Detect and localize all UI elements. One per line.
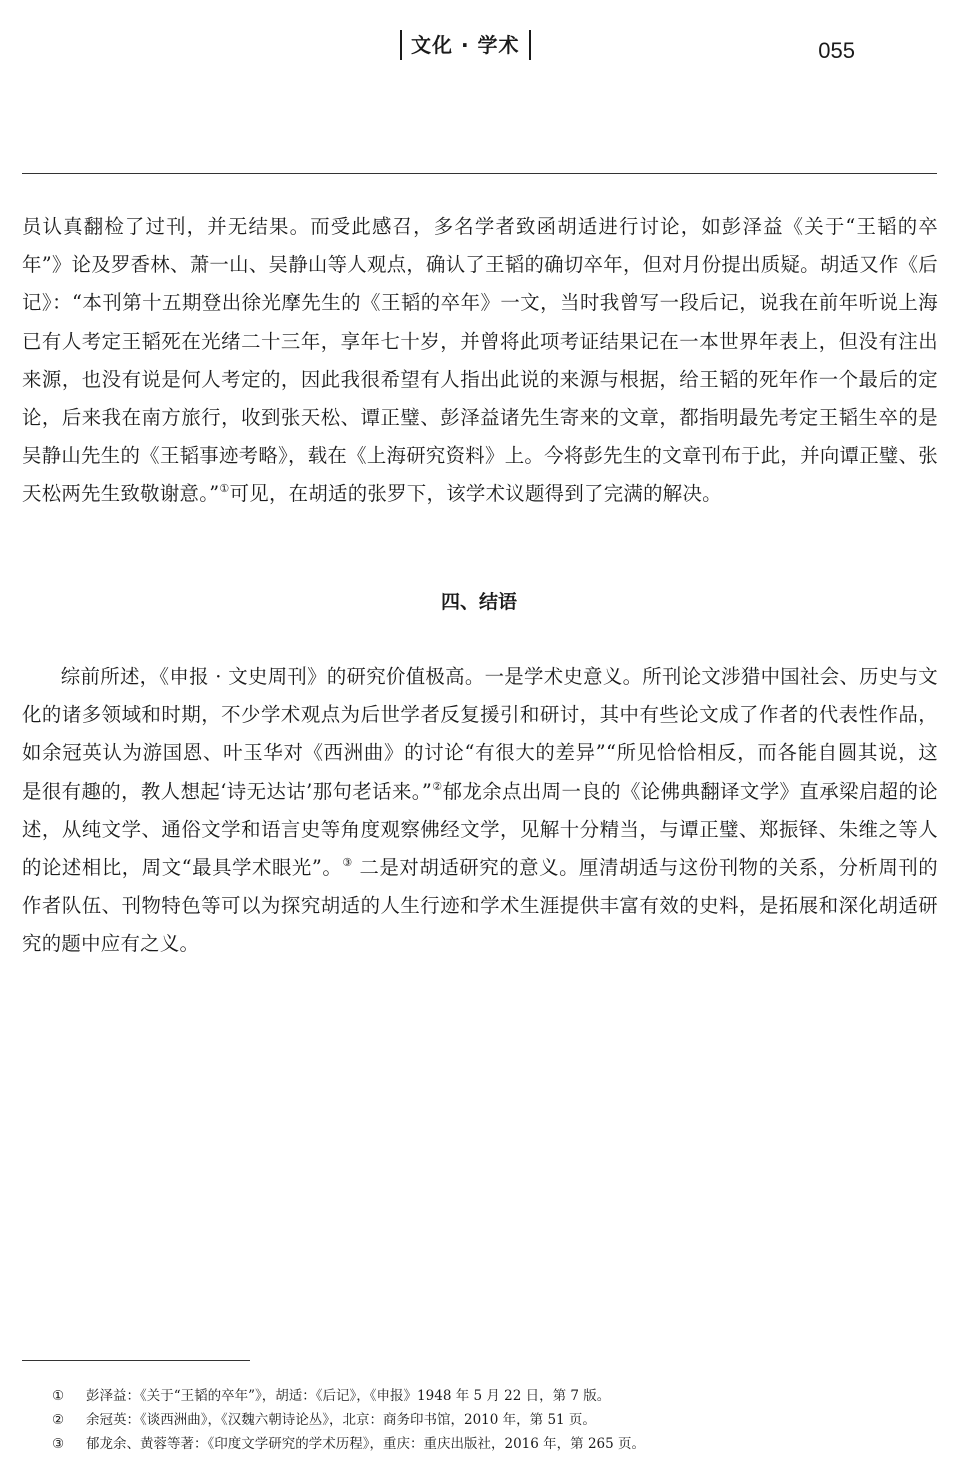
header-rule: [22, 173, 937, 174]
footnote-text: 郁龙余、黄蓉等著：《印度文学研究的学术历程》，重庆：重庆出版社，2016 年，第 265 页。: [86, 1436, 645, 1452]
footnote-mark: ②: [52, 1412, 65, 1428]
section-label: 文化 · 学术: [400, 30, 531, 60]
footnote-mark: ①: [52, 1388, 65, 1404]
footnote-text: 余冠英：《谈西洲曲》，《汉魏六朝诗论丛》，北京：商务印书馆，2010 年，第 51 页。: [86, 1412, 596, 1428]
footnote-1: [52, 1384, 932, 1408]
paragraph-2-part-2: 郁龙余点出周一良的《论佛典翻译文学》直承梁启超的论述，从纯文学、通俗文学和语言史等角度观察佛经文学，见解十分精当，与谭正璧、郑振铎、朱维之等人的论述相比，周文“最具学术眼光”。: [22, 779, 938, 880]
footnote-ref-1[interactable]: ①: [219, 482, 230, 496]
running-header: [0, 30, 958, 66]
paragraph-1-text: 员认真翻检了过刊，并无结果。而受此感召，多名学者致函胡适进行讨论，如彭泽益《关于“王韬的卒年”》论及罗香林、萧一山、吴静山等人观点，确认了王韬的确切卒年，但对月份提出质疑。胡适又作《后记》：“本刊第十五期登出徐光摩先生的《王韬的卒年》一文，当时我曾写一段后记，说我在前年听说上海已有人考定王韬死在光绪二十三年，享年七十岁，并曾将此项考证结果记在一本世界年表上，但没有注出来源，也没有说是何人考定的，因此我很希望有人指出此说的来源与根据，给王韬的死年作一个最后的定论，后来我在南方旅行，收到张天松、谭正璧、彭泽益诸先生寄来的文章，都指明最先考定王韬生卒的是吴静山先生的《王韬事迹考略》，载在《上海研究资料》上。今将彭先生的文章刊布于此，并向谭正璧、张天松两先生致敬谢意。”: [22, 215, 938, 506]
section-heading: 四、结语: [440, 591, 517, 613]
body-paragraph-1: [22, 208, 938, 514]
paragraph-2-part-3: 二是对胡适研究的意义。厘清胡适与这份刊物的关系，分析周刊的作者队伍、刊物特色等可以为探究胡适的人生行迹和学术生涯提供丰富有效的史料，是拓展和深化胡适研究的题中应有之义。: [22, 856, 938, 956]
paragraph-2-part-1: 综前所述，《申报 · 文史周刊》的研究价值极高。一是学术史意义。所刊论文涉猎中国社会、历史与文化的诸多领域和时期，不少学术观点为后世学者反复援引和研讨，其中有些论文成了作者的代表性作品，如余冠英认为游国恩、叶玉华对《西洲曲》的讨论“有很大的差异”“所见恰恰相反，而各能自圆其说，这是很有趣的，教人想起‘诗无达诂’那句老话来。”: [22, 665, 938, 803]
footnote-ref-3[interactable]: ③: [342, 856, 353, 870]
footnote-rule: [22, 1360, 250, 1361]
body-paragraph-2: [22, 658, 938, 964]
footnote-2: [52, 1408, 932, 1432]
paragraph-1-tail: 可见，在胡适的张罗下，该学术议题得到了完满的解决。: [229, 482, 722, 506]
page-number: 055: [818, 38, 855, 63]
footnote-ref-2[interactable]: ②: [432, 779, 443, 793]
footnote-text: 彭泽益：《关于“王韬的卒年”》，胡适：《后记》，《申报》1948 年 5 月 22 日，第 7 版。: [86, 1388, 611, 1404]
footnote-3: [52, 1432, 932, 1456]
footnotes: [52, 1384, 932, 1456]
footnote-mark: ③: [52, 1436, 65, 1452]
